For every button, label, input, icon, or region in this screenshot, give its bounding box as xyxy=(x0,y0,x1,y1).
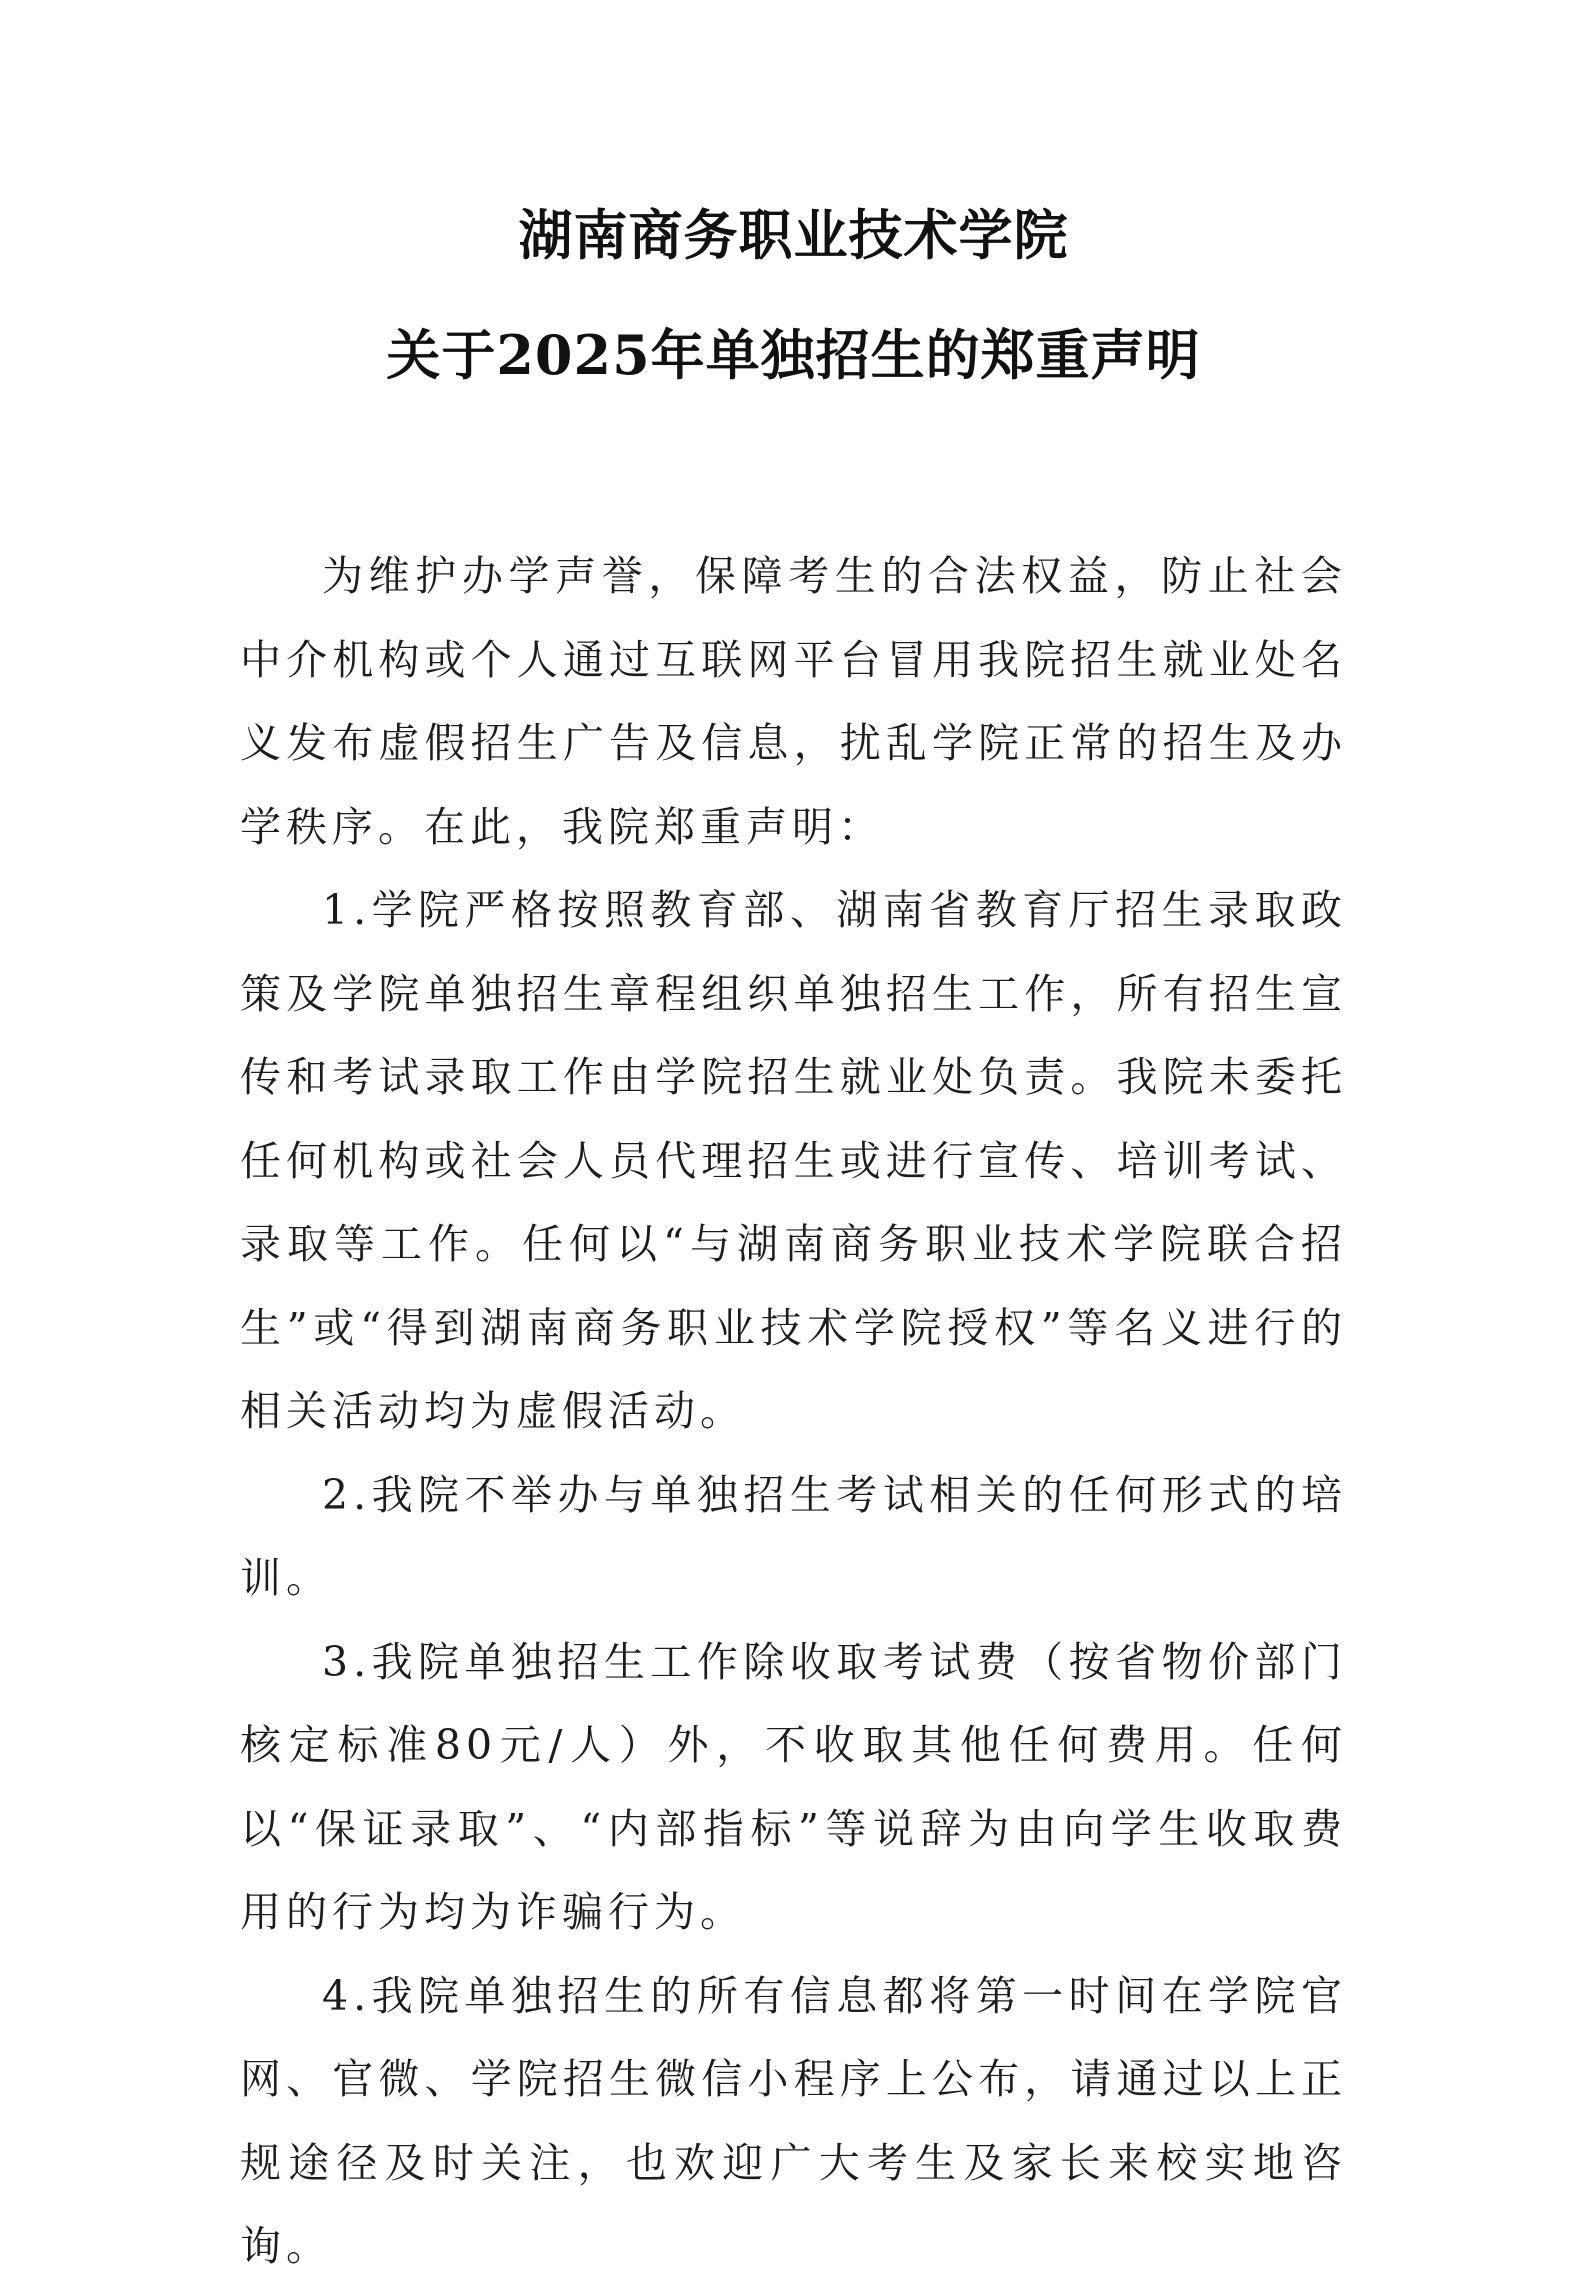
paragraph-item-3: 3.我院单独招生工作除收取考试费（按省物价部门核定标准80元/人）外，不收取其他任何费用。任何以“保证录取”、“内部指标”等说辞为由向学生收取费用的行为均为诈骗行为。 xyxy=(240,1637,1347,1936)
paragraph-item-1: 1.学院严格按照教育部、湖南省教育厅招生录取政策及学院单独招生章程组织单独招生工作，所有招生宣传和考试录取工作由学院招生就业处负责。我院未委托任何机构或社会人员代理招生或进行宣传、培训考试、录取等工作。任何以“与湖南商务职业技术学院联合招生”或“得到湖南商务职业技术学院授权”等名义进行的相关活动均为虚假活动。 xyxy=(240,886,1347,1435)
paragraph-item-4: 4.我院单独招生的所有信息都将第一时间在学院官网、官微、学院招生微信小程序上公布，请通过以上正规途径及时关注，也欢迎广大考生及家长来校实地咨询。 xyxy=(240,1971,1347,2270)
document-body xyxy=(240,535,1347,2289)
title-line-institution: 湖南商务职业技术学院 xyxy=(518,203,1069,267)
paragraph-item-2: 2.我院不举办与单独招生考试相关的任何形式的培训。 xyxy=(240,1470,1347,1602)
title-line-statement: 关于2025年单独招生的郑重声明 xyxy=(386,323,1201,387)
document-title xyxy=(0,205,1587,385)
paragraph-intro: 为维护办学声誉，保障考生的合法权益，防止社会中介机构或个人通过互联网平台冒用我院招生就业处名义发布虚假招生广告及信息，扰乱学院正常的招生及办学秩序。在此，我院郑重声明： xyxy=(240,552,1347,851)
